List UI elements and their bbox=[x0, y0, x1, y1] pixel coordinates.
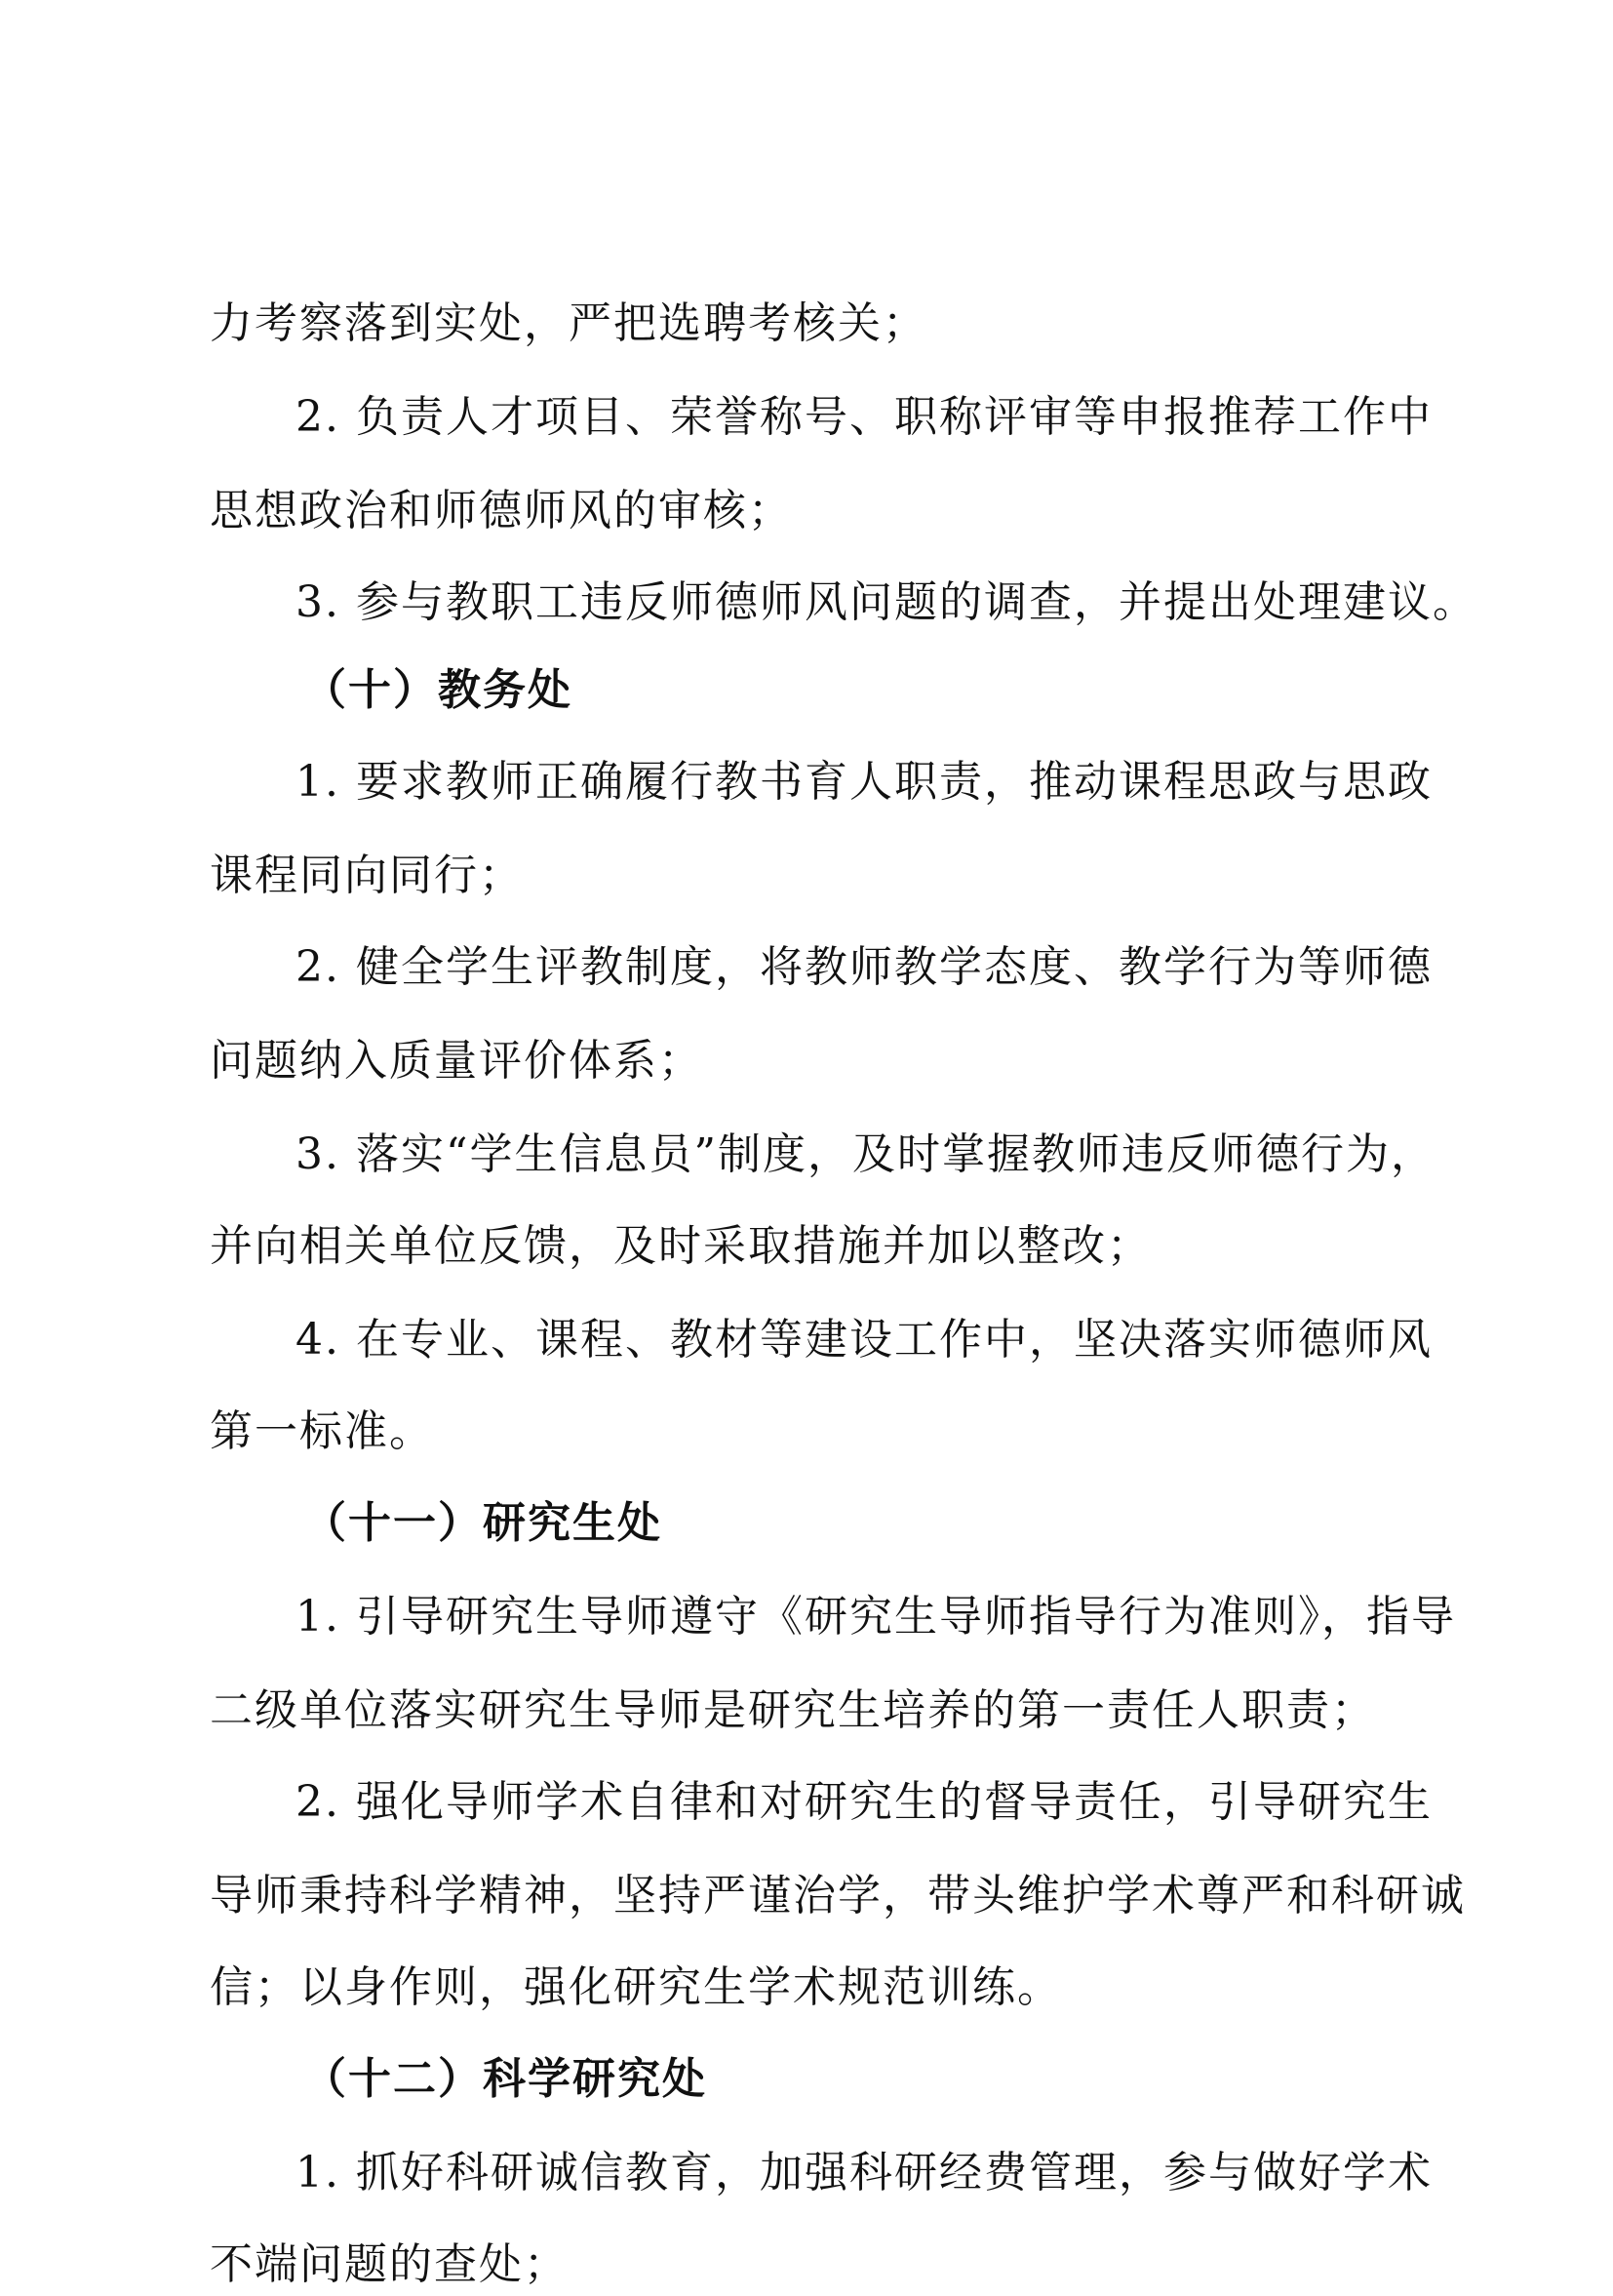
body-text-line: 信；以身作则，强化研究生学术规范训练。 bbox=[210, 1962, 1062, 2012]
body-text-line: 不端问题的查处； bbox=[210, 2239, 569, 2289]
list-item-text: 3. 参与教职工违反师德师风问题的调查，并提出处理建议。 bbox=[295, 577, 1477, 627]
section-heading: （十二）科学研究处 bbox=[303, 2054, 707, 2104]
list-item-text: 1. 抓好科研诚信教育，加强科研经费管理，参与做好学术 bbox=[295, 2148, 1433, 2197]
body-text-line: 课程同向同行； bbox=[210, 851, 524, 900]
section-heading: （十一）研究生处 bbox=[303, 1498, 662, 1548]
section-heading: （十）教务处 bbox=[303, 665, 572, 715]
body-text-line: 并向相关单位反馈，及时采取措施并加以整改； bbox=[210, 1221, 1152, 1271]
body-text-line: 第一标准。 bbox=[210, 1406, 434, 1456]
list-item-text: 3. 落实“学生信息员”制度，及时掌握教师违反师德行为， bbox=[295, 1129, 1436, 1179]
list-item-text: 2. 强化导师学术自律和对研究生的督导责任，引导研究生 bbox=[295, 1777, 1433, 1827]
body-text-line: 思想政治和师德师风的审核； bbox=[210, 486, 793, 535]
body-text-line: 力考察落到实处，严把选聘考核关； bbox=[210, 298, 927, 348]
list-item-text: 2. 负责人才项目、荣誉称号、职称评审等申报推荐工作中 bbox=[295, 392, 1433, 442]
body-text-line: 导师秉持科学精神，坚持严谨治学，带头维护学术尊严和科研诚 bbox=[210, 1871, 1466, 1920]
list-item-text: 1. 要求教师正确履行教书育人职责，推动课程思政与思政 bbox=[295, 757, 1433, 807]
body-text-line: 二级单位落实研究生导师是研究生培养的第一责任人职责； bbox=[210, 1685, 1376, 1735]
body-text-line: 问题纳入质量评价体系； bbox=[210, 1036, 703, 1086]
list-item-text: 1. 引导研究生导师遵守《研究生导师指导行为准则》，指导 bbox=[295, 1592, 1456, 1642]
list-item-text: 2. 健全学生评教制度，将教师教学态度、教学行为等师德 bbox=[295, 942, 1433, 992]
list-item-text: 4. 在专业、课程、教材等建设工作中，坚决落实师德师风 bbox=[295, 1315, 1433, 1365]
